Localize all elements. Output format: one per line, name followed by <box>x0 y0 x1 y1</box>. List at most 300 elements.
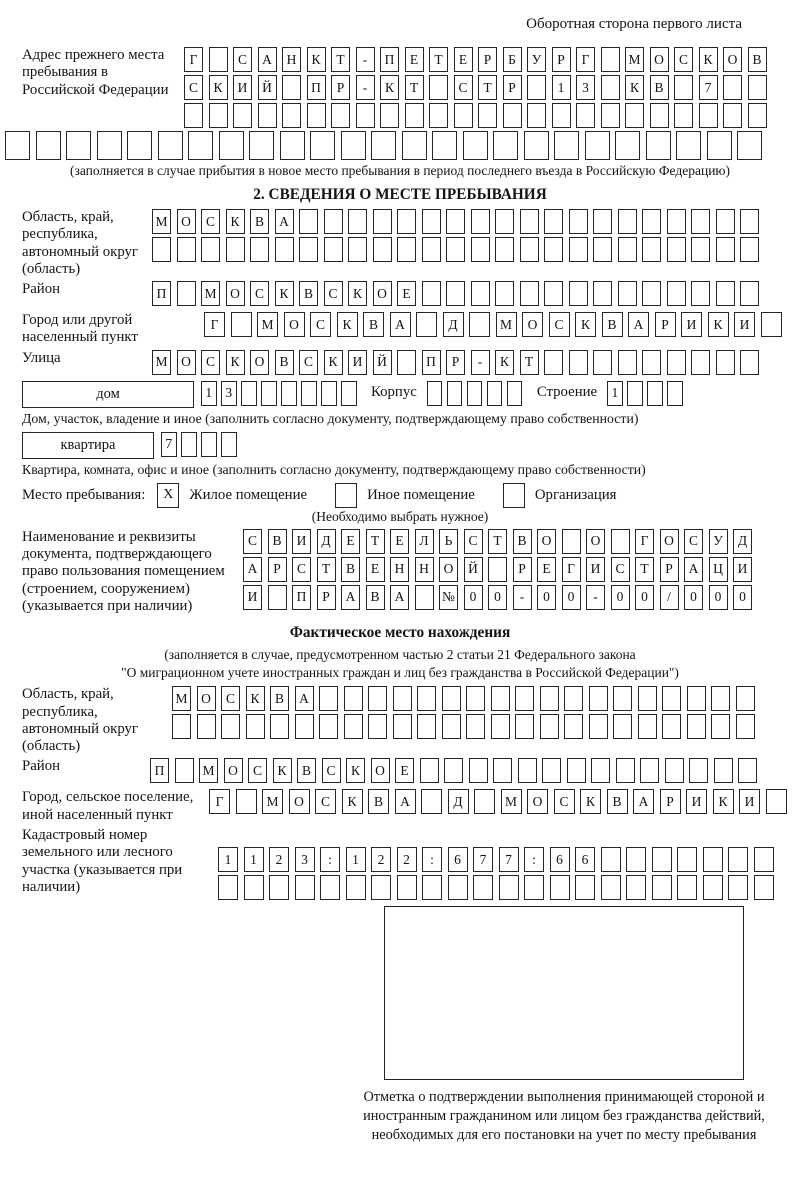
char-cell[interactable] <box>676 131 701 160</box>
char-cell[interactable] <box>299 209 318 234</box>
char-cell[interactable] <box>231 312 252 337</box>
char-cell[interactable]: М <box>172 686 191 711</box>
char-cell[interactable] <box>520 281 539 306</box>
char-cell[interactable] <box>515 686 534 711</box>
char-cell[interactable]: И <box>734 312 755 337</box>
char-cell[interactable] <box>618 350 637 375</box>
char-cell[interactable]: Н <box>415 557 434 582</box>
char-cell[interactable]: В <box>297 758 316 783</box>
char-cell[interactable]: П <box>307 75 326 100</box>
char-cell[interactable] <box>244 875 264 900</box>
char-cell[interactable] <box>463 131 488 160</box>
char-cell[interactable] <box>427 381 443 406</box>
char-cell[interactable]: У <box>709 529 728 554</box>
char-cell[interactable]: О <box>197 686 216 711</box>
char-cell[interactable]: 0 <box>733 585 752 610</box>
char-cell[interactable] <box>184 103 203 128</box>
char-cell[interactable]: 6 <box>448 847 468 872</box>
char-cell[interactable] <box>324 209 343 234</box>
char-cell[interactable] <box>331 103 350 128</box>
char-cell[interactable]: О <box>177 209 196 234</box>
char-cell[interactable] <box>348 237 367 262</box>
char-cell[interactable] <box>177 237 196 262</box>
char-cell[interactable]: И <box>681 312 702 337</box>
char-cell[interactable]: П <box>422 350 441 375</box>
char-cell[interactable]: И <box>233 75 252 100</box>
char-cell[interactable]: 7 <box>473 847 493 872</box>
char-cell[interactable]: Ь <box>439 529 458 554</box>
char-cell[interactable] <box>250 237 269 262</box>
char-cell[interactable]: Г <box>635 529 654 554</box>
char-cell[interactable] <box>319 686 338 711</box>
char-cell[interactable] <box>677 847 697 872</box>
char-cell[interactable] <box>524 131 549 160</box>
char-cell[interactable] <box>691 350 710 375</box>
char-cell[interactable]: Р <box>503 75 522 100</box>
char-cell[interactable] <box>422 875 442 900</box>
char-cell[interactable]: Д <box>733 529 752 554</box>
char-cell[interactable] <box>567 758 586 783</box>
char-cell[interactable] <box>520 237 539 262</box>
char-cell[interactable] <box>219 131 244 160</box>
char-cell[interactable] <box>564 714 583 739</box>
char-cell[interactable]: Г <box>184 47 203 72</box>
char-cell[interactable] <box>405 103 424 128</box>
char-cell[interactable]: Р <box>513 557 532 582</box>
char-cell[interactable] <box>716 209 735 234</box>
char-cell[interactable] <box>422 281 441 306</box>
char-cell[interactable]: Р <box>552 47 571 72</box>
char-cell[interactable] <box>650 103 669 128</box>
char-cell[interactable] <box>677 875 697 900</box>
char-cell[interactable] <box>442 686 461 711</box>
char-cell[interactable]: Р <box>317 585 336 610</box>
char-cell[interactable]: Р <box>446 350 465 375</box>
char-cell[interactable]: С <box>201 350 220 375</box>
char-cell[interactable]: 6 <box>575 847 595 872</box>
char-cell[interactable] <box>540 714 559 739</box>
char-cell[interactable] <box>127 131 152 160</box>
char-cell[interactable]: В <box>275 350 294 375</box>
char-cell[interactable]: Й <box>258 75 277 100</box>
char-cell[interactable] <box>469 758 488 783</box>
char-cell[interactable]: К <box>625 75 644 100</box>
char-cell[interactable] <box>593 209 612 234</box>
char-cell[interactable]: 7 <box>499 847 519 872</box>
char-cell[interactable] <box>175 758 194 783</box>
char-cell[interactable]: К <box>348 281 367 306</box>
char-cell[interactable]: : <box>524 847 544 872</box>
char-cell[interactable] <box>324 237 343 262</box>
char-cell[interactable]: К <box>580 789 601 814</box>
char-cell[interactable] <box>499 875 519 900</box>
char-cell[interactable]: Т <box>635 557 654 582</box>
char-cell[interactable] <box>642 350 661 375</box>
char-cell[interactable] <box>626 875 646 900</box>
char-cell[interactable]: О <box>371 758 390 783</box>
char-cell[interactable]: Р <box>268 557 287 582</box>
char-cell[interactable]: С <box>674 47 693 72</box>
char-cell[interactable] <box>674 103 693 128</box>
char-cell[interactable]: С <box>322 758 341 783</box>
char-cell[interactable]: К <box>575 312 596 337</box>
char-cell[interactable] <box>576 103 595 128</box>
char-cell[interactable]: 0 <box>464 585 483 610</box>
char-cell[interactable]: Г <box>209 789 230 814</box>
char-cell[interactable] <box>662 686 681 711</box>
char-cell[interactable]: Т <box>317 557 336 582</box>
char-cell[interactable]: В <box>341 557 360 582</box>
char-cell[interactable] <box>415 585 434 610</box>
char-cell[interactable]: И <box>586 557 605 582</box>
char-cell[interactable] <box>299 237 318 262</box>
char-cell[interactable] <box>754 875 774 900</box>
char-cell[interactable]: К <box>495 350 514 375</box>
char-cell[interactable]: С <box>315 789 336 814</box>
char-cell[interactable]: К <box>307 47 326 72</box>
char-cell[interactable] <box>429 75 448 100</box>
char-cell[interactable] <box>421 789 442 814</box>
char-cell[interactable] <box>667 381 683 406</box>
char-cell[interactable] <box>471 209 490 234</box>
char-cell[interactable]: В <box>363 312 384 337</box>
char-cell[interactable]: С <box>243 529 262 554</box>
char-cell[interactable]: Р <box>660 789 681 814</box>
char-cell[interactable]: Р <box>655 312 676 337</box>
char-cell[interactable] <box>188 131 213 160</box>
char-cell[interactable] <box>738 758 757 783</box>
char-cell[interactable] <box>544 209 563 234</box>
char-cell[interactable] <box>652 875 672 900</box>
char-cell[interactable]: Р <box>331 75 350 100</box>
char-cell[interactable] <box>593 237 612 262</box>
char-cell[interactable]: 1 <box>218 847 238 872</box>
char-cell[interactable] <box>736 686 755 711</box>
char-cell[interactable] <box>282 75 301 100</box>
char-cell[interactable] <box>432 131 457 160</box>
char-cell[interactable]: Е <box>454 47 473 72</box>
char-cell[interactable] <box>689 758 708 783</box>
house-type-box[interactable]: дом <box>22 381 194 408</box>
char-cell[interactable] <box>368 686 387 711</box>
char-cell[interactable]: - <box>513 585 532 610</box>
checkbox-other-premises[interactable] <box>335 483 357 508</box>
char-cell[interactable]: Е <box>390 529 409 554</box>
char-cell[interactable]: А <box>243 557 262 582</box>
char-cell[interactable]: К <box>273 758 292 783</box>
char-cell[interactable]: П <box>292 585 311 610</box>
char-cell[interactable] <box>754 847 774 872</box>
char-cell[interactable]: 1 <box>346 847 366 872</box>
char-cell[interactable] <box>618 237 637 262</box>
char-cell[interactable]: О <box>522 312 543 337</box>
char-cell[interactable]: К <box>246 686 265 711</box>
char-cell[interactable] <box>613 686 632 711</box>
char-cell[interactable]: / <box>660 585 679 610</box>
char-cell[interactable] <box>478 103 497 128</box>
char-cell[interactable]: И <box>292 529 311 554</box>
char-cell[interactable]: П <box>152 281 171 306</box>
char-cell[interactable]: О <box>284 312 305 337</box>
char-cell[interactable] <box>422 237 441 262</box>
char-cell[interactable] <box>201 237 220 262</box>
char-cell[interactable]: И <box>686 789 707 814</box>
char-cell[interactable] <box>97 131 122 160</box>
char-cell[interactable] <box>282 103 301 128</box>
char-cell[interactable] <box>341 131 366 160</box>
char-cell[interactable]: М <box>257 312 278 337</box>
char-cell[interactable] <box>662 714 681 739</box>
char-cell[interactable]: - <box>356 47 375 72</box>
char-cell[interactable] <box>640 758 659 783</box>
char-cell[interactable] <box>585 131 610 160</box>
char-cell[interactable]: К <box>708 312 729 337</box>
char-cell[interactable]: Г <box>562 557 581 582</box>
char-cell[interactable] <box>152 237 171 262</box>
char-cell[interactable] <box>569 209 588 234</box>
char-cell[interactable] <box>280 131 305 160</box>
char-cell[interactable]: Е <box>537 557 556 582</box>
char-cell[interactable]: Й <box>464 557 483 582</box>
char-cell[interactable]: О <box>224 758 243 783</box>
char-cell[interactable]: А <box>341 585 360 610</box>
char-cell[interactable]: Д <box>317 529 336 554</box>
char-cell[interactable]: : <box>422 847 442 872</box>
char-cell[interactable] <box>652 847 672 872</box>
char-cell[interactable] <box>319 714 338 739</box>
char-cell[interactable] <box>740 209 759 234</box>
char-cell[interactable] <box>473 875 493 900</box>
char-cell[interactable] <box>397 875 417 900</box>
char-cell[interactable] <box>540 686 559 711</box>
char-cell[interactable]: 1 <box>201 381 217 406</box>
char-cell[interactable] <box>66 131 91 160</box>
char-cell[interactable]: Л <box>415 529 434 554</box>
char-cell[interactable]: Т <box>478 75 497 100</box>
char-cell[interactable] <box>393 714 412 739</box>
char-cell[interactable] <box>646 131 671 160</box>
char-cell[interactable]: К <box>209 75 228 100</box>
char-cell[interactable] <box>275 237 294 262</box>
char-cell[interactable] <box>544 350 563 375</box>
char-cell[interactable] <box>448 875 468 900</box>
char-cell[interactable] <box>416 312 437 337</box>
char-cell[interactable]: Е <box>341 529 360 554</box>
char-cell[interactable]: Р <box>478 47 497 72</box>
char-cell[interactable]: 0 <box>537 585 556 610</box>
char-cell[interactable] <box>642 237 661 262</box>
char-cell[interactable] <box>615 131 640 160</box>
char-cell[interactable]: М <box>501 789 522 814</box>
char-cell[interactable]: С <box>549 312 570 337</box>
char-cell[interactable] <box>569 281 588 306</box>
char-cell[interactable] <box>422 209 441 234</box>
char-cell[interactable]: Е <box>366 557 385 582</box>
char-cell[interactable]: А <box>633 789 654 814</box>
char-cell[interactable] <box>728 847 748 872</box>
char-cell[interactable]: С <box>221 686 240 711</box>
char-cell[interactable] <box>172 714 191 739</box>
char-cell[interactable] <box>258 103 277 128</box>
char-cell[interactable]: С <box>201 209 220 234</box>
char-cell[interactable] <box>544 237 563 262</box>
char-cell[interactable]: В <box>250 209 269 234</box>
char-cell[interactable] <box>611 529 630 554</box>
char-cell[interactable] <box>373 237 392 262</box>
char-cell[interactable] <box>687 686 706 711</box>
char-cell[interactable] <box>737 131 762 160</box>
char-cell[interactable] <box>687 714 706 739</box>
char-cell[interactable]: Б <box>503 47 522 72</box>
char-cell[interactable] <box>618 281 637 306</box>
char-cell[interactable] <box>642 281 661 306</box>
char-cell[interactable] <box>667 350 686 375</box>
char-cell[interactable] <box>209 47 228 72</box>
char-cell[interactable]: М <box>625 47 644 72</box>
char-cell[interactable]: У <box>527 47 546 72</box>
char-cell[interactable]: В <box>268 529 287 554</box>
char-cell[interactable]: Т <box>488 529 507 554</box>
char-cell[interactable] <box>371 875 391 900</box>
char-cell[interactable] <box>691 281 710 306</box>
char-cell[interactable]: К <box>380 75 399 100</box>
char-cell[interactable] <box>507 381 523 406</box>
char-cell[interactable]: 0 <box>684 585 703 610</box>
char-cell[interactable]: С <box>184 75 203 100</box>
char-cell[interactable] <box>638 714 657 739</box>
char-cell[interactable] <box>601 103 620 128</box>
char-cell[interactable] <box>616 758 635 783</box>
char-cell[interactable]: В <box>650 75 669 100</box>
char-cell[interactable] <box>295 714 314 739</box>
char-cell[interactable]: С <box>684 529 703 554</box>
char-cell[interactable]: Й <box>373 350 392 375</box>
char-cell[interactable] <box>380 103 399 128</box>
char-cell[interactable]: О <box>723 47 742 72</box>
char-cell[interactable]: К <box>324 350 343 375</box>
char-cell[interactable] <box>711 686 730 711</box>
char-cell[interactable]: : <box>320 847 340 872</box>
char-cell[interactable] <box>550 875 570 900</box>
char-cell[interactable] <box>601 47 620 72</box>
char-cell[interactable]: О <box>660 529 679 554</box>
char-cell[interactable]: И <box>243 585 262 610</box>
char-cell[interactable] <box>554 131 579 160</box>
char-cell[interactable] <box>218 875 238 900</box>
char-cell[interactable] <box>618 209 637 234</box>
char-cell[interactable] <box>261 381 277 406</box>
char-cell[interactable] <box>711 714 730 739</box>
char-cell[interactable] <box>569 237 588 262</box>
char-cell[interactable] <box>493 758 512 783</box>
char-cell[interactable]: 1 <box>244 847 264 872</box>
char-cell[interactable] <box>495 237 514 262</box>
char-cell[interactable]: 1 <box>552 75 571 100</box>
char-cell[interactable]: В <box>513 529 532 554</box>
char-cell[interactable]: Е <box>397 281 416 306</box>
char-cell[interactable] <box>5 131 30 160</box>
char-cell[interactable]: 3 <box>295 847 315 872</box>
char-cell[interactable]: С <box>292 557 311 582</box>
char-cell[interactable] <box>495 281 514 306</box>
char-cell[interactable] <box>301 381 317 406</box>
char-cell[interactable] <box>221 432 237 457</box>
char-cell[interactable] <box>356 103 375 128</box>
char-cell[interactable] <box>269 875 289 900</box>
char-cell[interactable] <box>562 529 581 554</box>
char-cell[interactable]: О <box>373 281 392 306</box>
char-cell[interactable]: Н <box>390 557 409 582</box>
char-cell[interactable] <box>674 75 693 100</box>
char-cell[interactable] <box>310 131 335 160</box>
char-cell[interactable] <box>544 281 563 306</box>
char-cell[interactable]: - <box>586 585 605 610</box>
char-cell[interactable]: И <box>348 350 367 375</box>
char-cell[interactable]: 3 <box>221 381 237 406</box>
char-cell[interactable] <box>246 714 265 739</box>
char-cell[interactable] <box>491 714 510 739</box>
char-cell[interactable] <box>446 209 465 234</box>
char-cell[interactable] <box>728 875 748 900</box>
char-cell[interactable] <box>444 758 463 783</box>
char-cell[interactable] <box>601 847 621 872</box>
char-cell[interactable]: Т <box>429 47 448 72</box>
char-cell[interactable]: Д <box>443 312 464 337</box>
char-cell[interactable] <box>36 131 61 160</box>
char-cell[interactable]: Е <box>405 47 424 72</box>
char-cell[interactable] <box>638 686 657 711</box>
char-cell[interactable] <box>371 131 396 160</box>
char-cell[interactable] <box>491 686 510 711</box>
char-cell[interactable]: М <box>152 209 171 234</box>
char-cell[interactable]: А <box>628 312 649 337</box>
char-cell[interactable]: О <box>439 557 458 582</box>
char-cell[interactable]: О <box>586 529 605 554</box>
char-cell[interactable]: М <box>199 758 218 783</box>
char-cell[interactable] <box>642 209 661 234</box>
char-cell[interactable] <box>552 103 571 128</box>
char-cell[interactable]: 6 <box>550 847 570 872</box>
char-cell[interactable] <box>341 381 357 406</box>
char-cell[interactable] <box>281 381 297 406</box>
char-cell[interactable] <box>601 75 620 100</box>
char-cell[interactable] <box>748 75 767 100</box>
char-cell[interactable]: А <box>295 686 314 711</box>
char-cell[interactable] <box>736 714 755 739</box>
char-cell[interactable]: - <box>471 350 490 375</box>
char-cell[interactable] <box>368 714 387 739</box>
char-cell[interactable]: С <box>248 758 267 783</box>
char-cell[interactable]: Д <box>448 789 469 814</box>
char-cell[interactable]: Р <box>660 557 679 582</box>
char-cell[interactable] <box>723 103 742 128</box>
char-cell[interactable]: 2 <box>269 847 289 872</box>
char-cell[interactable] <box>575 875 595 900</box>
char-cell[interactable]: С <box>233 47 252 72</box>
char-cell[interactable]: О <box>527 789 548 814</box>
char-cell[interactable] <box>446 237 465 262</box>
char-cell[interactable]: О <box>650 47 669 72</box>
char-cell[interactable] <box>397 237 416 262</box>
char-cell[interactable] <box>527 103 546 128</box>
char-cell[interactable]: М <box>201 281 220 306</box>
char-cell[interactable] <box>593 281 612 306</box>
char-cell[interactable]: О <box>226 281 245 306</box>
char-cell[interactable] <box>589 714 608 739</box>
char-cell[interactable] <box>542 758 561 783</box>
char-cell[interactable]: № <box>439 585 458 610</box>
char-cell[interactable]: С <box>310 312 331 337</box>
